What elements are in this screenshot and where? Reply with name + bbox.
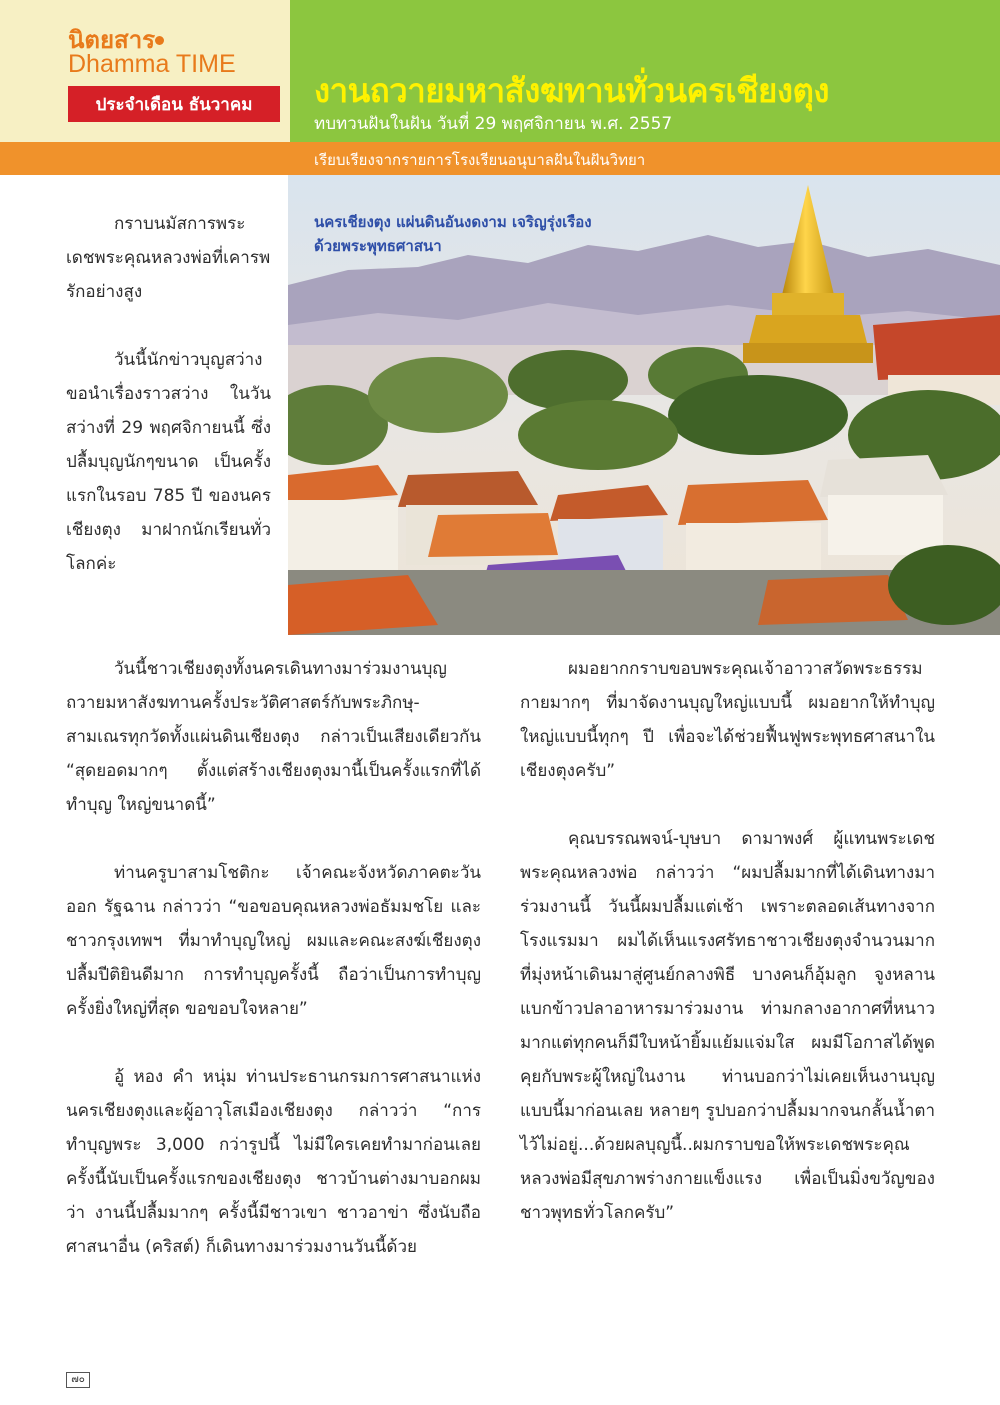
article-source: เรียบเรียงจากรายการโรงเรียนอนุบาลฝันในฝันวิทยา xyxy=(314,151,646,169)
magazine-brand: Dhamma TIME xyxy=(68,50,236,78)
title-box xyxy=(290,0,1000,142)
magazine-brand-box xyxy=(0,0,290,142)
photo-caption-line-1: นครเชียงตุง แผ่นดินอันงดงาม เจริญรุ่งเรือง xyxy=(314,213,592,231)
brand-dot-icon xyxy=(155,36,164,45)
month-badge: ประจำเดือน ธันวาคม xyxy=(68,86,280,122)
left-column xyxy=(66,652,481,1264)
left-paragraph-3: อู้ หอง คำ หนุ่ม ท่านประธานกรมการศาสนาแห่งนครเชียงตุงและผู้อาวุโสเมืองเชียงตุง กล่าวว่า “การทำบุญพระ 3,000 กว่ารูปนี้ ไม่มีใครเคยทำมาก่อนเลย ครั้งนี้นับเป็นครั้งแรกของเชียงตุง ชาวบ้านต่างมาบอกผมว่า งานนี้ปลื้มมากๆ ครั้งนี้มีชาวเขา ชาวอาข่า ซึ่งนับถือศาสนาอื่น (คริสต์) ก็เดินทางมาร่วมงานวันนี้ด้วย xyxy=(66,1067,481,1257)
intro-paragraph-2: วันนี้นักข่าวบุญสว่าง ขอนำเรื่องราวสว่าง ในวันสว่างที่ 29 พฤศจิกายนนี้ ซึ่งปลื้มบุญนักๆขนาด เป็นครั้งแรกในรอบ 785 ปี ของนครเชียงตุง มาฝากนักเรียนทั่วโลกค่ะ xyxy=(66,350,271,574)
page-header xyxy=(0,0,1000,175)
photo-caption xyxy=(314,210,654,258)
right-paragraph-2: คุณบรรณพจน์-บุษบา ดามาพงศ์ ผู้แทนพระเดชพระคุณหลวงพ่อ กล่าวว่า “ผมปลื้มมากที่ได้เดินทางมาร่วมงานนี้ วันนี้ผมปลื้มแต่เช้า เพราะตลอดเส้นทางจากโรงแรมมา ผมได้เห็นแรงศรัทธาชาวเชียงตุงจำนวนมาก ที่มุ่งหน้าเดินมาสู่ศูนย์กลางพิธี บางคนก็อุ้มลูก จูงหลาน แบกข้าวปลาอาหารมาร่วมงาน ท่ามกลางอากาศที่หนาวมากแต่ทุกคนก็มีใบหน้ายิ้มแย้มแจ่มใส ผมมีโอกาสได้พูดคุยกับพระผู้ใหญ่ในงาน ท่านบอกว่าไม่เคยเห็นงานบุญแบบนี้มาก่อนเลย หลายๆ รูปบอกว่าปลื้มมากจนกลั้นน้ำตาไว้ไม่อยู่...ด้วยผลบุญนี้..ผมกราบขอให้พระเดชพระคุณหลวงพ่อมีสุขภาพร่างกายแข็งแรง เพื่อเป็นมิ่งขวัญของชาวพุทธทั่วโลกครับ” xyxy=(520,829,935,1223)
page-number: ๗๐ xyxy=(66,1372,90,1388)
intro-column xyxy=(66,207,271,581)
article-title: งานถวายมหาสังฆทานทั่วนครเชียงตุง xyxy=(314,71,830,110)
right-paragraph-1: ผมอยากกราบขอบพระคุณเจ้าอาวาสวัดพระธรรมกายมากๆ ที่มาจัดงานบุญใหญ่แบบนี้ ผมอยากให้ทำบุญใหญ่แบบนี้ทุกๆ ปี เพื่อจะได้ช่วยฟื้นฟูพระพุทธศาสนาในเชียงตุงครับ” xyxy=(520,659,935,781)
intro-paragraph-1: กราบนมัสการพระเดชพระคุณหลวงพ่อที่เคารพรักอย่างสูง xyxy=(66,214,271,302)
left-paragraph-2: ท่านครูบาสามโชติกะ เจ้าคณะจังหวัดภาคตะวันออก รัฐฉาน กล่าวว่า “ขอขอบคุณหลวงพ่อธัมมชโย และชาวกรุงเทพฯ ที่มาทำบุญใหญ่ ผมและคณะสงฆ์เชียงตุงปลื้มปีติยินดีมาก การทำบุญครั้งนี้ ถือว่าเป็นการทำบุญครั้งยิ่งใหญ่ที่สุด ขอขอบใจหลาย” xyxy=(66,863,481,1019)
magazine-name: นิตยสาร xyxy=(68,26,156,54)
photo-caption-line-2: ด้วยพระพุทธศาสนา xyxy=(314,237,442,255)
right-column xyxy=(520,652,935,1230)
left-paragraph-1: วันนี้ชาวเชียงตุงทั้งนครเดินทางมาร่วมงานบุญถวายมหาสังฆทานครั้งประวัติศาสตร์กับพระภิกษุ-สามเณรทุกวัดทั้งแผ่นดินเชียงตุง กล่าวเป็นเสียงเดียวกัน “สุดยอดมากๆ ตั้งแต่สร้างเชียงตุงมานี้เป็นครั้งแรกที่ได้ทำบุญ ใหญ่ขนาดนี้” xyxy=(66,659,481,815)
article-subtitle: ทบทวนฝันในฝัน วันที่ 29 พฤศจิกายน พ.ศ. 2557 xyxy=(314,114,673,134)
